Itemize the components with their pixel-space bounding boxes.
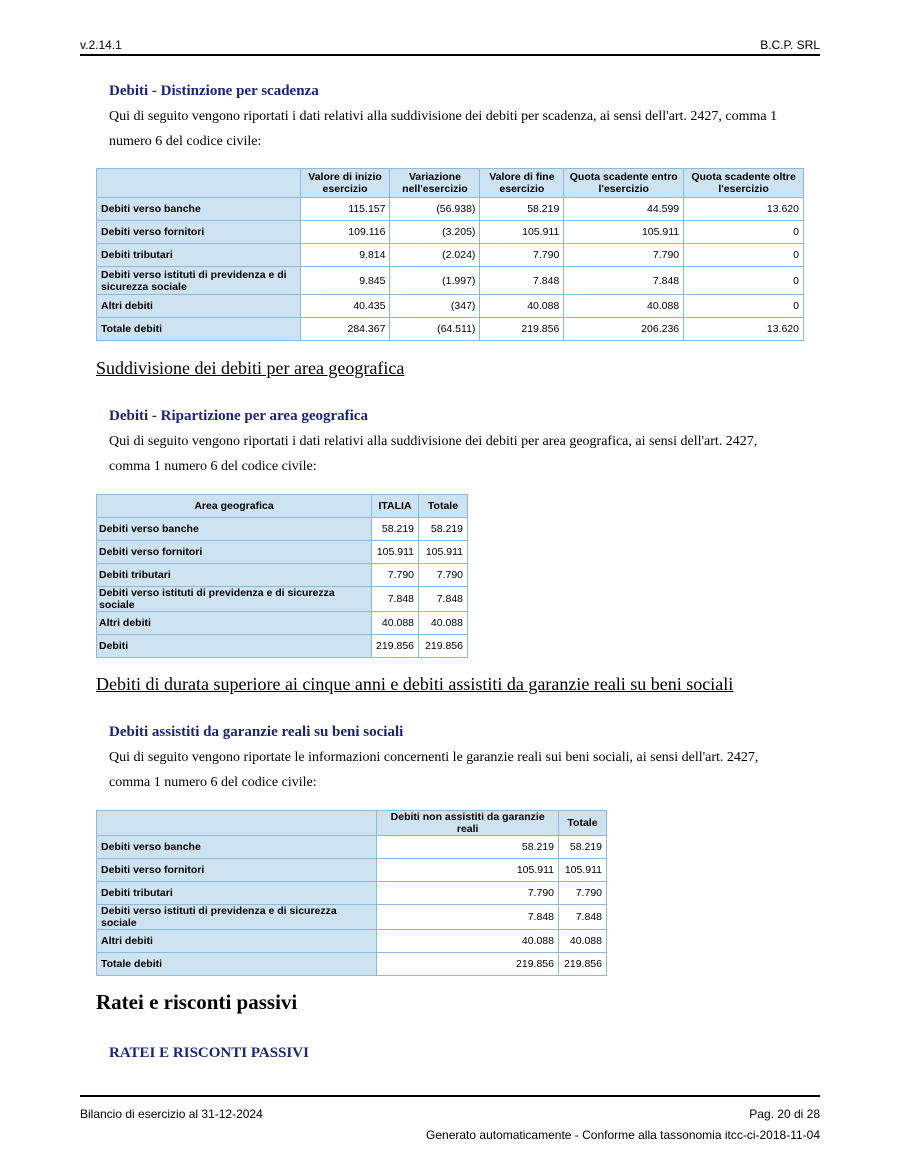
row-label: Debiti verso fornitori (97, 541, 372, 564)
section3-intro: Qui di seguito vengono riportate le informazioni concernenti le garanzie reali sui beni sociali, ai sensi dell'art. 2427, comma 1 numero 6 del codice civile: (109, 750, 759, 790)
section4-subtitle: RATEI E RISCONTI PASSIVI (109, 1045, 309, 1061)
table-row (97, 267, 804, 295)
cell-value: 7.848 (480, 267, 564, 295)
footer-note: Generato automaticamente - Conforme alla tassonomia itcc-ci-2018-11-04 (426, 1128, 820, 1142)
cell-value: 7.848 (419, 587, 468, 612)
cell-value: 206.236 (564, 318, 684, 341)
cell-value: 0 (684, 244, 804, 267)
table-corner (97, 811, 377, 836)
table-row (97, 564, 468, 587)
header-version: v.2.14.1 (80, 38, 122, 52)
footer-left: Bilancio di esercizio al 31-12-2024 (80, 1107, 263, 1121)
cell-value: 7.848 (377, 905, 559, 930)
row-label: Altri debiti (97, 295, 301, 318)
section2-intro: Qui di seguito vengono riportati i dati relativi alla suddivisione dei debiti per area geografica, ai sensi dell'art. 2427, comma 1 numero 6 del codice civile: (109, 434, 758, 474)
cell-value: (3.205) (390, 221, 480, 244)
column-header: Valore di inizio esercizio (300, 169, 390, 198)
row-label: Debiti tributari (97, 882, 377, 905)
table-corner (97, 169, 301, 198)
column-header: Area geografica (97, 495, 372, 518)
column-header: Variazione nell'esercizio (390, 169, 480, 198)
column-header: Totale (559, 811, 607, 836)
header-divider (80, 54, 820, 56)
table-row (97, 295, 804, 318)
row-label: Totale debiti (97, 953, 377, 976)
cell-value: 7.848 (372, 587, 419, 612)
cell-value: 40.088 (480, 295, 564, 318)
cell-value: 0 (684, 267, 804, 295)
cell-value: 109.116 (300, 221, 390, 244)
cell-value: 9.814 (300, 244, 390, 267)
cell-value: 40.088 (372, 612, 419, 635)
cell-value: 0 (684, 295, 804, 318)
cell-value: 7.790 (559, 882, 607, 905)
cell-value: 284.367 (300, 318, 390, 341)
cell-value: 7.848 (559, 905, 607, 930)
table-row (97, 518, 468, 541)
header-company: B.C.P. SRL (760, 38, 820, 52)
column-header: Totale (419, 495, 468, 518)
cell-value: 105.911 (480, 221, 564, 244)
cell-value: 105.911 (564, 221, 684, 244)
table-row (97, 905, 607, 930)
row-label: Debiti tributari (97, 244, 301, 267)
column-header: Quota scadente entro l'esercizio (564, 169, 684, 198)
footer-divider (80, 1095, 820, 1097)
row-label: Altri debiti (97, 612, 372, 635)
section4-title: Ratei e risconti passivi (96, 990, 298, 1014)
table-row-total (97, 318, 804, 341)
section3-subtitle: Debiti assistiti da garanzie reali su beni sociali (109, 724, 404, 740)
cell-value: 9.845 (300, 267, 390, 295)
table-row (97, 587, 468, 612)
cell-value: 58.219 (480, 198, 564, 221)
section2-subtitle: Debiti - Ripartizione per area geografica (109, 408, 368, 424)
cell-value: 40.088 (559, 930, 607, 953)
cell-value: 7.848 (564, 267, 684, 295)
table-row-total (97, 635, 468, 658)
cell-value: 105.911 (419, 541, 468, 564)
cell-value: 58.219 (419, 518, 468, 541)
scadenza-table (96, 168, 804, 341)
cell-value: 13.620 (684, 198, 804, 221)
cell-value: 105.911 (377, 859, 559, 882)
cell-value: 40.088 (419, 612, 468, 635)
row-label: Totale debiti (97, 318, 301, 341)
section1-intro: Qui di seguito vengono riportati i dati relativi alla suddivisione dei debiti per scadenza, ai sensi dell'art. 2427, comma 1 numero 6 del codice civile: (109, 109, 778, 149)
table-row (97, 198, 804, 221)
cell-value: 58.219 (559, 836, 607, 859)
section3-title: Debiti di durata superiore ai cinque anni e debiti assistiti da garanzie reali su beni sociali (96, 674, 734, 694)
cell-value: 219.856 (559, 953, 607, 976)
table-row (97, 836, 607, 859)
table-row (97, 541, 468, 564)
row-label: Debiti verso banche (97, 198, 301, 221)
cell-value: 219.856 (372, 635, 419, 658)
row-label: Debiti tributari (97, 564, 372, 587)
cell-value: 219.856 (419, 635, 468, 658)
cell-value: 0 (684, 221, 804, 244)
cell-value: (1.997) (390, 267, 480, 295)
column-header: Valore di fine esercizio (480, 169, 564, 198)
table-row (97, 244, 804, 267)
cell-value: (64.511) (390, 318, 480, 341)
row-label: Debiti verso istituti di previdenza e di sicurezza sociale (97, 267, 301, 295)
cell-value: 40.435 (300, 295, 390, 318)
table-row (97, 859, 607, 882)
row-label: Debiti verso banche (97, 836, 377, 859)
table-row (97, 882, 607, 905)
cell-value: 219.856 (377, 953, 559, 976)
cell-value: 58.219 (372, 518, 419, 541)
cell-value: 58.219 (377, 836, 559, 859)
cell-value: 7.790 (377, 882, 559, 905)
section2-title: Suddivisione dei debiti per area geografica (96, 358, 405, 378)
table-row (97, 221, 804, 244)
cell-value: 7.790 (419, 564, 468, 587)
row-label: Debiti (97, 635, 372, 658)
row-label: Debiti verso fornitori (97, 859, 377, 882)
cell-value: 13.620 (684, 318, 804, 341)
row-label: Altri debiti (97, 930, 377, 953)
table-row (97, 612, 468, 635)
section1-subtitle: Debiti - Distinzione per scadenza (109, 83, 319, 99)
area-geografica-table (96, 494, 468, 658)
cell-value: 40.088 (377, 930, 559, 953)
table-row (97, 930, 607, 953)
cell-value: 7.790 (564, 244, 684, 267)
cell-value: 105.911 (372, 541, 419, 564)
table-row-total (97, 953, 607, 976)
row-label: Debiti verso istituti di previdenza e di sicurezza sociale (97, 905, 377, 930)
column-header: ITALIA (372, 495, 419, 518)
garanzie-table (96, 810, 607, 976)
column-header: Quota scadente oltre l'esercizio (684, 169, 804, 198)
cell-value: (347) (390, 295, 480, 318)
cell-value: 105.911 (559, 859, 607, 882)
cell-value: 7.790 (480, 244, 564, 267)
row-label: Debiti verso fornitori (97, 221, 301, 244)
footer-page-number: Pag. 20 di 28 (749, 1107, 820, 1121)
cell-value: 115.157 (300, 198, 390, 221)
cell-value: 44.599 (564, 198, 684, 221)
row-label: Debiti verso banche (97, 518, 372, 541)
cell-value: 7.790 (372, 564, 419, 587)
cell-value: (2.024) (390, 244, 480, 267)
column-header: Debiti non assistiti da garanzie reali (377, 811, 559, 836)
cell-value: 219.856 (480, 318, 564, 341)
cell-value: 40.088 (564, 295, 684, 318)
row-label: Debiti verso istituti di previdenza e di sicurezza sociale (97, 587, 372, 612)
cell-value: (56.938) (390, 198, 480, 221)
